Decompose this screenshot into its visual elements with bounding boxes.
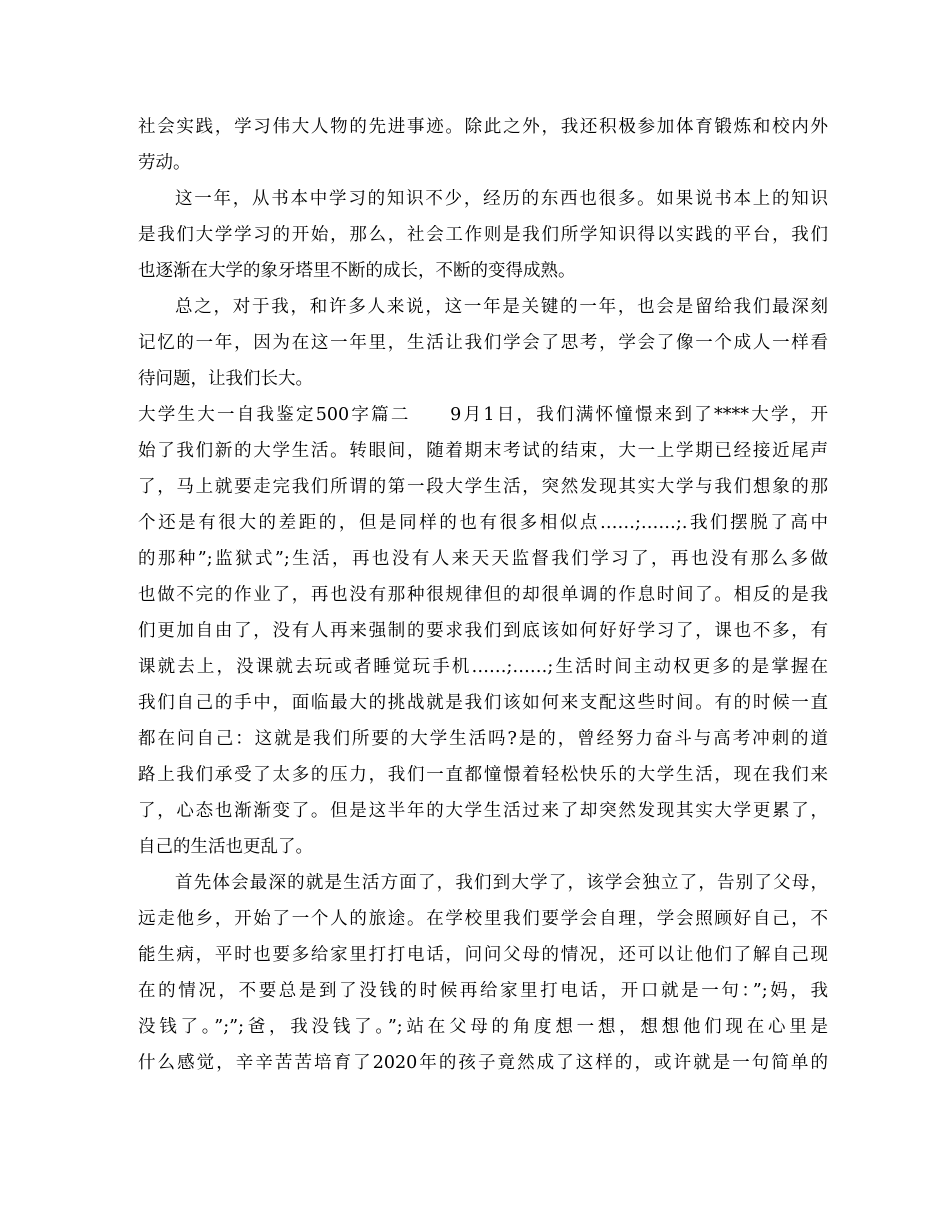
text-line: 劳动。 (138, 153, 191, 173)
text-line: 了，心态也渐渐变了。但是这半年的大学生活过来了却突然发现其实大学更累了， (138, 801, 828, 821)
text-line: 远走他乡，开始了一个人的旅途。在学校里我们要学会自理，学会照顾好自己，不 (138, 909, 828, 929)
text-line: 课就去上，没课就去玩或者睡觉玩手机……;……;生活时间主动权更多的是掌握在 (138, 657, 828, 677)
text-line: 是我们大学学习的开始，那么，社会工作则是我们所学知识得以实践的平台，我们 (138, 225, 828, 245)
paragraph-start-line: 这一年，从书本中学习的知识不少，经历的东西也很多。如果说书本上的知识 (175, 189, 828, 209)
text-line: 能生病，平时也要多给家里打打电话，问问父母的情况，还可以让他们了解自己现 (138, 945, 828, 965)
text-line: 没钱了。”;”;爸，我没钱了。”;站在父母的角度想一想，想想他们现在心里是 (138, 1017, 828, 1037)
text-line: 记忆的一年，因为在这一年里，生活让我们学会了思考，学会了像一个成人一样看 (138, 333, 828, 353)
text-line: 都在问自己：这就是我们所要的大学生活吗?是的，曾经努力奋斗与高考冲刺的道 (138, 729, 828, 749)
text-line: 自己的生活也更乱了。 (138, 837, 313, 857)
text-line: 待问题，让我们长大。 (138, 369, 313, 389)
text-line: 在的情况，不要总是到了没钱的时候再给家里打电话，开口就是一句：”;妈，我 (138, 981, 828, 1001)
text-line: 也做不完的作业了，再也没有那种很规律但的却很单调的作息时间了。相反的是我 (138, 585, 828, 605)
text-line: 什么感觉，辛辛苦苦培育了2020年的孩子竟然成了这样的，或许就是一句简单的 (138, 1053, 828, 1073)
text-line: 们更加自由了，没有人再来强制的要求我们到底该如何好好学习了，课也不多，有 (138, 621, 828, 641)
text-line: 了，马上就要走完我们所谓的第一段大学生活，突然发现其实大学与我们想象的那 (138, 477, 828, 497)
text-line: 路上我们承受了太多的压力，我们一直都憧憬着轻松快乐的大学生活，现在我们来 (138, 765, 828, 785)
text-line: 社会实践，学习伟大人物的先进事迹。除此之外，我还积极参加体育锻炼和校内外 (138, 117, 828, 137)
paragraph-start-line: 总之，对于我，和许多人来说，这一年是关键的一年，也会是留给我们最深刻 (175, 297, 828, 317)
text-line: 始了我们新的大学生活。转眼间，随着期末考试的结束，大一上学期已经接近尾声 (138, 441, 828, 461)
section-heading-line: 大学生大一自我鉴定500字篇二 9月1日，我们满怀憧憬来到了****大学，开 (138, 405, 828, 425)
text-line: 个还是有很大的差距的，但是同样的也有很多相似点……;……;.我们摆脱了高中 (138, 513, 828, 533)
text-line: 的那种”;监狱式”;生活，再也没有人来天天监督我们学习了，再也没有那么多做 (138, 549, 828, 569)
paragraph-start-line: 首先体会最深的就是生活方面了，我们到大学了，该学会独立了，告别了父母， (175, 873, 828, 893)
text-line: 我们自己的手中，面临最大的挑战就是我们该如何来支配这些时间。有的时候一直 (138, 693, 828, 713)
text-line: 也逐渐在大学的象牙塔里不断的成长，不断的变得成熟。 (138, 261, 576, 281)
